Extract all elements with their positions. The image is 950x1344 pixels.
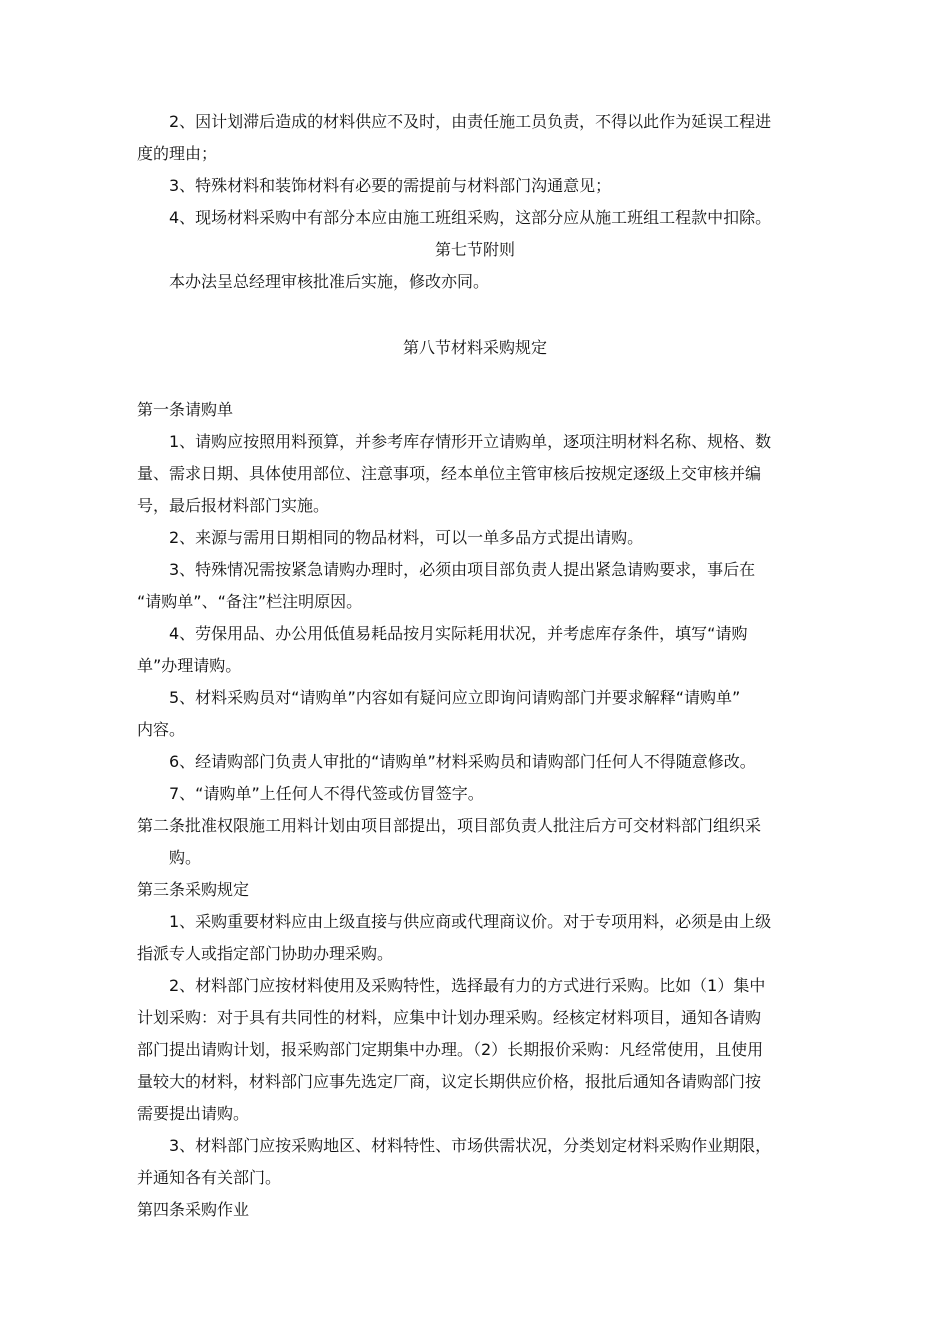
paragraph-line: 计划采购：对于具有共同性的材料，应集中计划办理采购。经核定材料项目，通知各请购 bbox=[137, 1008, 762, 1027]
paragraph-line: 号，最后报材料部门实施。 bbox=[137, 496, 330, 515]
section-heading: 第八节材料采购规定 bbox=[402, 338, 547, 357]
article-heading: 第四条采购作业 bbox=[137, 1200, 250, 1219]
paragraph-line: 购。 bbox=[169, 848, 202, 867]
paragraph-line: 需要提出请购。 bbox=[137, 1104, 250, 1123]
section-heading: 第七节附则 bbox=[434, 240, 515, 259]
paragraph-line: 3、特殊材料和装饰材料有必要的需提前与材料部门沟通意见； bbox=[169, 176, 612, 195]
paragraph-line: 7、“请购单”上任何人不得代签或仿冒签字。 bbox=[169, 784, 484, 803]
paragraph-line: 2、因计划滞后造成的材料供应不及时，由责任施工员负责，不得以此作为延误工程进 bbox=[169, 112, 772, 131]
paragraph-line: 单”办理请购。 bbox=[137, 656, 242, 675]
paragraph-line: 度的理由； bbox=[137, 144, 218, 163]
paragraph-line: 3、材料部门应按采购地区、材料特性、市场供需状况，分类划定材料采购作业期限， bbox=[169, 1136, 772, 1155]
paragraph-line: 指派专人或指定部门协助办理采购。 bbox=[137, 944, 394, 963]
paragraph-line: 5、材料采购员对“请购单”内容如有疑问应立即询问请购部门并要求解释“请购单” bbox=[169, 688, 741, 707]
paragraph-line: 6、经请购部门负责人审批的“请购单”材料采购员和请购部门任何人不得随意修改。 bbox=[169, 752, 756, 771]
article-heading: 第二条批准权限施工用料计划由项目部提出，项目部负责人批注后方可交材料部门组织采 bbox=[137, 816, 762, 835]
paragraph-line: 部门提出请购计划，报采购部门定期集中办理。（2）长期报价采购：凡经常使用，且使用 bbox=[137, 1040, 764, 1059]
paragraph-line: 4、现场材料采购中有部分本应由施工班组采购，这部分应从施工班组工程款中扣除。 bbox=[169, 208, 772, 227]
paragraph-line: 2、来源与需用日期相同的物品材料，可以一单多品方式提出请购。 bbox=[169, 528, 644, 547]
paragraph-line: 并通知各有关部门。 bbox=[137, 1168, 282, 1187]
paragraph-line: 4、劳保用品、办公用低值易耗品按月实际耗用状况，并考虑库存条件，填写“请购 bbox=[169, 624, 748, 643]
paragraph-line: “请购单”、“备注”栏注明原因。 bbox=[137, 592, 363, 611]
paragraph-line: 内容。 bbox=[137, 720, 186, 739]
paragraph-line: 3、特殊情况需按紧急请购办理时，必须由项目部负责人提出紧急请购要求，事后在 bbox=[169, 560, 756, 579]
paragraph-line: 2、材料部门应按材料使用及采购特性，选择最有力的方式进行采购。比如（1）集中 bbox=[169, 976, 766, 995]
paragraph-line: 量、需求日期、具体使用部位、注意事项，经本单位主管审核后按规定逐级上交审核并编 bbox=[137, 464, 762, 483]
article-heading: 第三条采购规定 bbox=[137, 880, 250, 899]
paragraph-line: 本办法呈总经理审核批准后实施，修改亦同。 bbox=[169, 272, 490, 291]
article-heading: 第一条请购单 bbox=[137, 400, 234, 419]
paragraph-line: 1、采购重要材料应由上级直接与供应商或代理商议价。对于专项用料，必须是由上级 bbox=[169, 912, 772, 931]
paragraph-line: 1、请购应按照用料预算，并参考库存情形开立请购单，逐项注明材料名称、规格、数 bbox=[169, 432, 772, 451]
paragraph-line: 量较大的材料，材料部门应事先选定厂商，议定长期供应价格，报批后通知各请购部门按 bbox=[137, 1072, 762, 1091]
